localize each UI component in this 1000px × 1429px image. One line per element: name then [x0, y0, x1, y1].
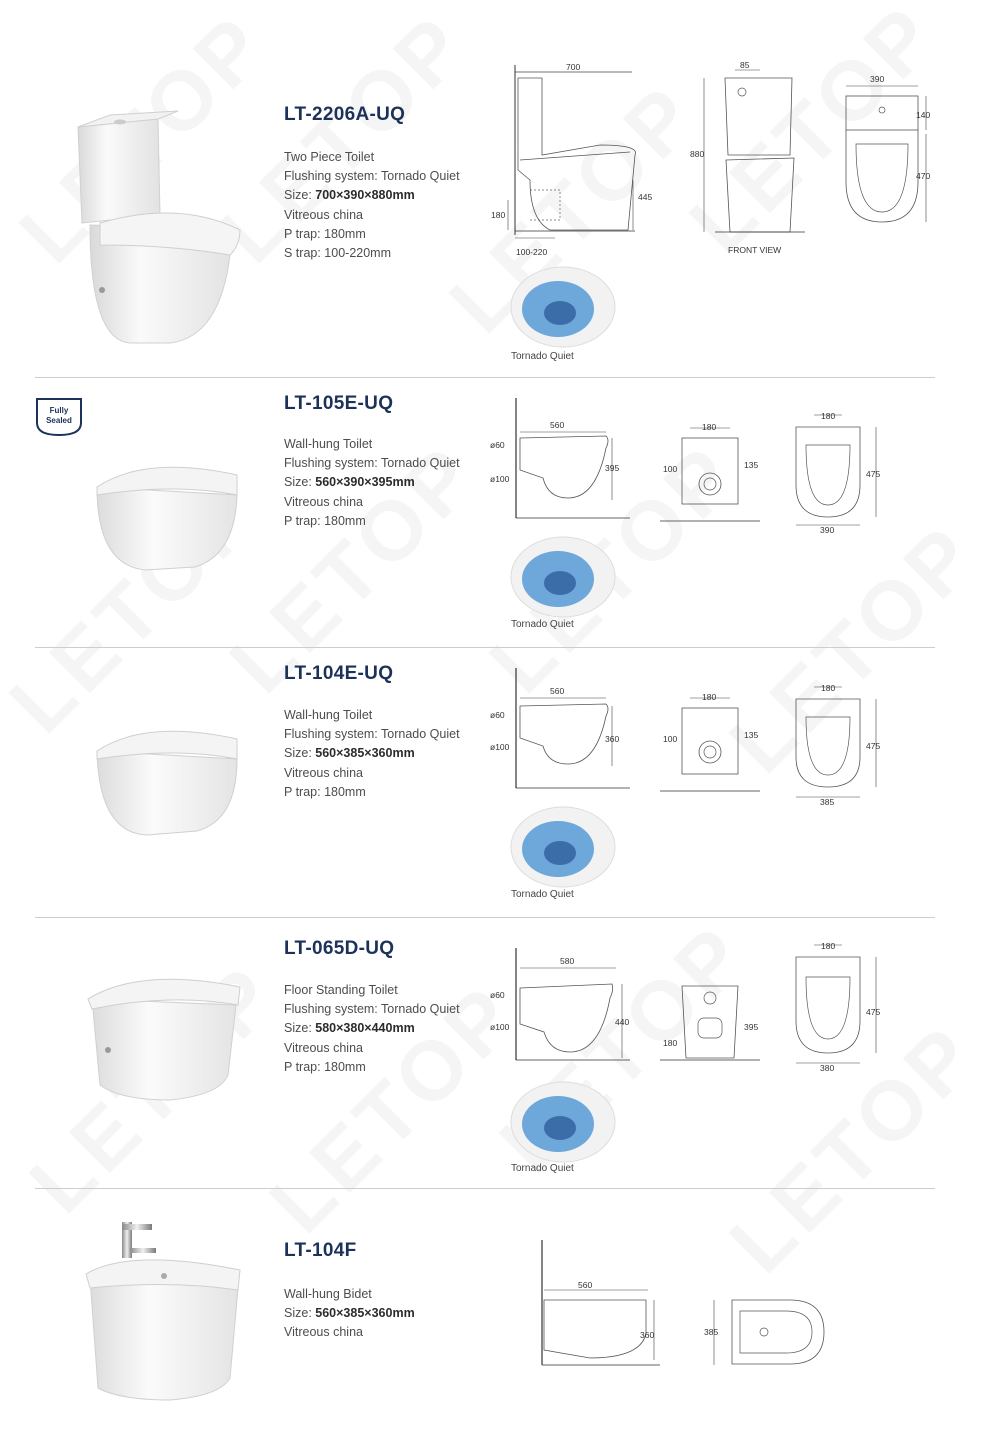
- spec-size-label: Size:: [284, 746, 312, 761]
- mounting-view-drawing: [660, 688, 770, 798]
- side-view-drawing: [488, 948, 638, 1068]
- model-title: LT-104E-UQ: [284, 663, 394, 684]
- model-title: LT-104F: [284, 1240, 357, 1261]
- spec-size-value: 560×390×395mm: [315, 475, 415, 490]
- spec-size-value: 700×390×880mm: [315, 188, 415, 203]
- spec-size: [284, 1304, 415, 1323]
- dim-height: 440: [615, 1017, 630, 1027]
- spec-flushing: Flushing system: Tornado Quiet: [284, 456, 460, 471]
- dim-depth: 475: [866, 469, 881, 479]
- fully-sealed-badge: [35, 397, 83, 437]
- spec-type: Wall-hung Bidet: [284, 1287, 372, 1301]
- section-divider: [35, 377, 935, 378]
- side-view-drawing: [490, 60, 653, 260]
- dim-length: 700: [566, 62, 581, 72]
- spec-list: [284, 1285, 415, 1343]
- dim-d2: ø100: [490, 742, 510, 752]
- spec-p-trap: P trap: 180mm: [284, 784, 366, 799]
- section-divider: [35, 1188, 935, 1189]
- tornado-bowl-image: [508, 535, 618, 620]
- dim-s-trap: 100-220: [516, 247, 548, 257]
- tornado-caption: Tornado Quiet: [511, 619, 574, 630]
- spec-flushing: Flushing system: Tornado Quiet: [284, 1002, 460, 1017]
- spec-size-label: Size:: [284, 1021, 312, 1036]
- dim-height: 395: [605, 463, 620, 473]
- spec-size-label: Size:: [284, 188, 312, 203]
- top-view-drawing: [790, 405, 890, 535]
- spec-size: [284, 473, 460, 492]
- spec-material: Vitreous china: [284, 207, 363, 222]
- spec-flushing: Flushing system: Tornado Quiet: [284, 169, 460, 184]
- spec-type: Wall-hung Toilet: [284, 708, 373, 722]
- dim-top-bolt: 180: [821, 411, 836, 421]
- dim-top-bolt: 180: [821, 683, 836, 693]
- spec-p-trap: P trap: 180mm: [284, 226, 366, 241]
- spec-material: Vitreous china: [284, 1325, 363, 1340]
- spec-list: [284, 706, 460, 802]
- dim-width: 385: [820, 797, 835, 807]
- product-photo-wall-hung-toilet: [85, 715, 245, 840]
- dim-d2: ø100: [490, 1022, 510, 1032]
- model-title: LT-105E-UQ: [284, 393, 394, 414]
- badge-line-2: Sealed: [46, 416, 72, 425]
- dim-height: 880: [690, 149, 705, 159]
- dim-width: 385: [704, 1327, 719, 1337]
- top-view-drawing: [790, 677, 890, 807]
- dim-depth: 475: [866, 741, 881, 751]
- spec-list: [284, 435, 460, 531]
- tornado-caption: Tornado Quiet: [511, 889, 574, 900]
- spec-size: [284, 1019, 460, 1038]
- product-photo-wall-hung-bidet: [80, 1218, 250, 1403]
- top-view-drawing: [700, 1295, 835, 1370]
- product-photo-wall-hung-toilet: [85, 455, 245, 575]
- spec-p-trap: P trap: 180mm: [284, 1059, 366, 1074]
- product-photo-floor-standing-toilet: [80, 965, 250, 1105]
- spec-size-label: Size:: [284, 1306, 312, 1321]
- dim-left: 100: [663, 464, 678, 474]
- tornado-caption: Tornado Quiet: [511, 1163, 574, 1174]
- spec-type: Wall-hung Toilet: [284, 437, 373, 451]
- spec-list: [284, 148, 460, 263]
- tornado-bowl-image: [508, 265, 618, 350]
- dim-d2: ø100: [490, 474, 510, 484]
- dim-right: 135: [744, 730, 759, 740]
- dim-p-trap: 180: [491, 210, 506, 220]
- dim-width: 380: [820, 1063, 835, 1073]
- dim-height: 360: [640, 1330, 655, 1340]
- dim-length: 560: [550, 420, 565, 430]
- dim-length: 580: [560, 956, 575, 966]
- dim-right: 135: [744, 460, 759, 470]
- dim-top-bolt: 180: [821, 941, 836, 951]
- spec-size-value: 580×380×440mm: [315, 1021, 415, 1036]
- spec-size: [284, 744, 460, 763]
- dim-width: 390: [870, 74, 885, 84]
- spec-type: Two Piece Toilet: [284, 150, 375, 164]
- model-title: LT-2206A-UQ: [284, 104, 406, 125]
- dim-d1: ø60: [490, 710, 505, 720]
- spec-type: Floor Standing Toilet: [284, 983, 398, 997]
- spec-s-trap: S trap: 100-220mm: [284, 246, 391, 261]
- front-view-drawing: [660, 978, 770, 1068]
- dim-left: 180: [663, 1038, 678, 1048]
- dim-length: 560: [578, 1280, 593, 1290]
- spec-size-value: 560×385×360mm: [315, 746, 415, 761]
- tornado-bowl-image: [508, 805, 618, 890]
- dim-depth: 475: [866, 1007, 881, 1017]
- front-view-label: FRONT VIEW: [728, 245, 782, 255]
- section-divider: [35, 917, 935, 918]
- dim-length: 560: [550, 686, 565, 696]
- spec-flushing: Flushing system: Tornado Quiet: [284, 727, 460, 742]
- spec-size-value: 560×385×360mm: [315, 1306, 415, 1321]
- dim-tank: 85: [740, 60, 750, 70]
- badge-line-1: Fully: [49, 406, 69, 415]
- product-photo-two-piece-toilet: [60, 105, 260, 355]
- side-view-drawing: [488, 398, 638, 528]
- tornado-caption: Tornado Quiet: [511, 351, 574, 362]
- spec-material: Vitreous china: [284, 1040, 363, 1055]
- spec-list: [284, 981, 460, 1077]
- spec-size-label: Size:: [284, 475, 312, 490]
- dim-left: 100: [663, 734, 678, 744]
- dim-outlet: 445: [638, 192, 653, 202]
- model-title: LT-065D-UQ: [284, 938, 395, 959]
- dim-bolt: 180: [702, 422, 717, 432]
- tornado-bowl-image: [508, 1080, 618, 1165]
- dim-bowl: 470: [916, 171, 931, 181]
- dim-d1: ø60: [490, 990, 505, 1000]
- mounting-view-drawing: [660, 418, 770, 528]
- dim-d1: ø60: [490, 440, 505, 450]
- front-view-drawing: [690, 60, 810, 260]
- top-view-drawing: [790, 935, 890, 1075]
- spec-size: [284, 186, 460, 205]
- dim-top: 140: [916, 110, 931, 120]
- section-divider: [35, 647, 935, 648]
- spec-material: Vitreous china: [284, 494, 363, 509]
- side-view-drawing: [488, 668, 638, 798]
- dim-bolt: 180: [702, 692, 717, 702]
- dim-right: 395: [744, 1022, 759, 1032]
- spec-material: Vitreous china: [284, 765, 363, 780]
- spec-p-trap: P trap: 180mm: [284, 513, 366, 528]
- dim-width: 390: [820, 525, 835, 535]
- top-view-drawing: [838, 72, 948, 237]
- side-view-drawing: [530, 1240, 670, 1375]
- dim-height: 360: [605, 734, 620, 744]
